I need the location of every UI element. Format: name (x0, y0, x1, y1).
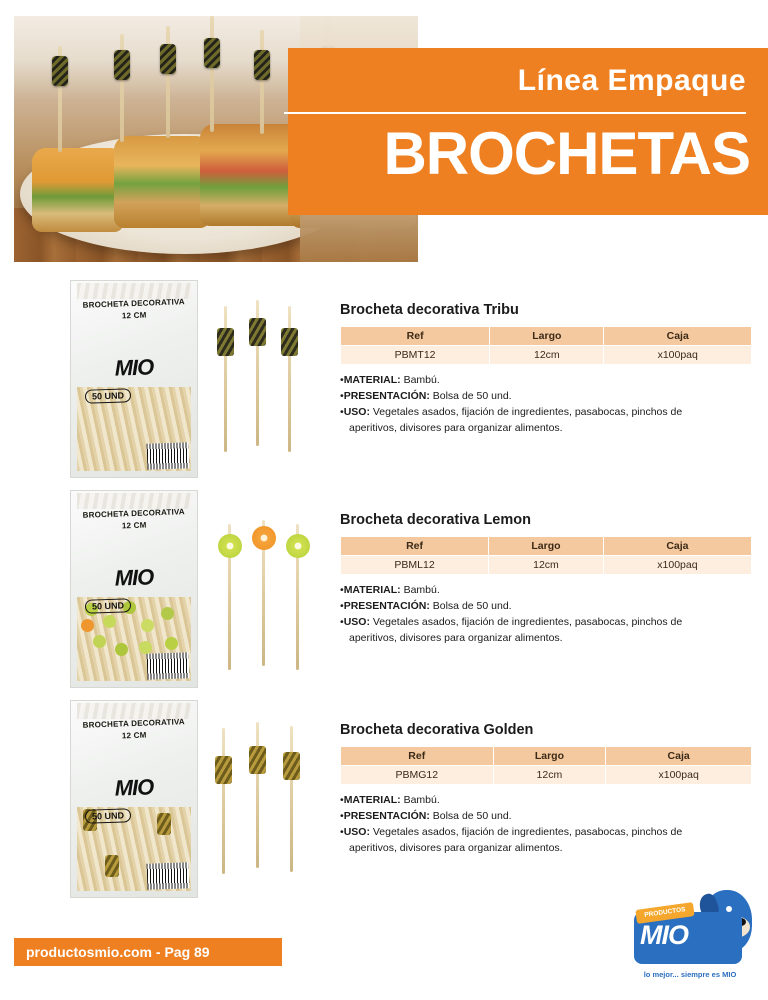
product-bullets (340, 793, 752, 856)
bullet-dot-icon: • (340, 600, 344, 613)
bullet-uso-value: Vegetales asados, fijación de ingredientes, pasabocas, pinchos de (369, 826, 683, 839)
loose-skewer (228, 524, 231, 670)
col-header-largo: Largo (489, 537, 604, 556)
skewer-tip-tribu-icon (217, 328, 234, 356)
bullet-presentacion (340, 599, 752, 614)
product-title: Brocheta decorativa Tribu (340, 302, 519, 318)
bullet-uso-label: USO: (343, 616, 370, 629)
product-info (340, 302, 752, 437)
table-row (341, 346, 752, 365)
bullet-material (340, 793, 752, 808)
product-spec-table (340, 536, 752, 575)
barcode-icon (147, 862, 190, 889)
col-header-ref: Ref (341, 537, 489, 556)
product-package-photo (70, 490, 198, 688)
logo-tagline-3: MIO (722, 970, 737, 979)
lemon-slice-icon (93, 635, 106, 648)
lemon-tip-icon (218, 534, 242, 558)
bullet-presentacion-value: Bolsa de 50 und. (429, 390, 512, 403)
photo-skewer (210, 16, 214, 132)
page-title: BROCHETAS (383, 120, 750, 187)
cell-largo: 12cm (490, 346, 604, 365)
product-bullets (340, 373, 752, 436)
package-label-text (79, 717, 190, 743)
bullet-uso-value-2: aperitivos, divisores para organizar alimentos. (349, 631, 563, 644)
bullet-dot-icon: • (340, 406, 344, 419)
package-label-size: 12 CM (121, 520, 147, 531)
bullet-uso-label: USO: (343, 406, 370, 419)
bullet-material-label: MATERIAL: (343, 584, 401, 596)
col-header-caja: Caja (603, 537, 751, 556)
col-header-ref: Ref (341, 327, 490, 346)
product-spec-table (340, 746, 752, 785)
skewer-tip-tribu-icon (249, 318, 266, 346)
bullet-material (340, 373, 752, 388)
product-package-photo (70, 280, 198, 478)
skewer-knot-icon (254, 50, 270, 80)
lemon-slice-icon (139, 641, 152, 654)
product-title: Brocheta decorativa Lemon (340, 512, 531, 528)
cell-ref: PBMT12 (341, 346, 490, 365)
loose-skewer (288, 306, 291, 452)
orange-tip-icon (252, 526, 276, 550)
photo-skewer (166, 26, 170, 138)
skewer-knot-icon (114, 50, 130, 80)
skewer-tip-golden-icon (157, 813, 171, 835)
skewer-tip-golden-icon (249, 746, 266, 774)
loose-skewer (256, 722, 259, 868)
product-loose-sticks-photo (212, 720, 322, 880)
package-label-name: BROCHETA DECORATIVA (82, 507, 185, 520)
package-brand-logo: MIO (114, 774, 154, 801)
table-header-row (341, 537, 752, 556)
package-label-name: BROCHETA DECORATIVA (82, 297, 185, 310)
lemon-slice-icon (161, 607, 174, 620)
logo-tagline-2: siempre es (680, 970, 721, 979)
bullet-presentacion-label: PRESENTACIÓN: (343, 600, 430, 613)
bullet-dot-icon: • (340, 826, 344, 839)
header-divider (284, 112, 746, 114)
bullet-uso-value-2: aperitivos, divisores para organizar alimentos. (349, 841, 563, 854)
bullet-presentacion-value: Bolsa de 50 und. (429, 600, 512, 613)
cell-caja: x100paq (606, 766, 752, 785)
table-row (341, 556, 752, 575)
bullet-uso-value: Vegetales asados, fijación de ingredientes, pasabocas, pinchos de (369, 616, 683, 629)
loose-skewer (296, 524, 299, 670)
table-header-row (341, 327, 752, 346)
package-label-text (79, 297, 190, 323)
skewer-knot-icon (52, 56, 68, 86)
orange-slice-icon (81, 619, 94, 632)
col-header-caja: Caja (604, 327, 752, 346)
lemon-slice-icon (165, 637, 178, 650)
skewer-knot-icon (160, 44, 176, 74)
package-label-name: BROCHETA DECORATIVA (82, 717, 185, 730)
product-loose-sticks-photo (212, 510, 322, 670)
bullet-uso-value: Vegetales asados, fijación de ingredientes, pasabocas, pinchos de (369, 406, 683, 419)
product-package-photo (70, 700, 198, 898)
product-title: Brocheta decorativa Golden (340, 722, 534, 738)
bullet-material-value: Bambú. (400, 374, 440, 386)
brand-logo (624, 890, 754, 986)
loose-skewer (262, 520, 265, 666)
loose-skewer (256, 300, 259, 446)
cell-ref: PBML12 (341, 556, 489, 575)
loose-skewer (290, 726, 293, 872)
skewer-tip-golden-icon (105, 855, 119, 877)
product-bullets (340, 583, 752, 646)
product-spec-table (340, 326, 752, 365)
package-label-text (79, 507, 190, 533)
bullet-uso (340, 825, 752, 855)
bullet-uso-label: USO: (343, 826, 370, 839)
cell-caja: x100paq (603, 556, 751, 575)
skewer-knot-icon (204, 38, 220, 68)
bullet-presentacion (340, 389, 752, 404)
package-unit-count: 50 UND (85, 598, 131, 614)
bullet-material-value: Bambú. (400, 794, 440, 806)
barcode-icon (147, 652, 190, 679)
cell-largo: 12cm (493, 766, 606, 785)
bullet-presentacion (340, 809, 752, 824)
loose-skewer (224, 306, 227, 452)
bullet-presentacion-label: PRESENTACIÓN: (343, 810, 430, 823)
lemon-tip-icon (286, 534, 310, 558)
package-unit-count: 50 UND (85, 808, 131, 824)
col-header-largo: Largo (493, 747, 606, 766)
col-header-caja: Caja (606, 747, 752, 766)
bullet-dot-icon: • (340, 584, 344, 596)
bullet-presentacion-label: PRESENTACIÓN: (343, 390, 430, 403)
logo-wordmark: MIO (640, 920, 688, 950)
loose-skewer (222, 728, 225, 874)
photo-burger (32, 148, 124, 232)
bullet-uso-value-2: aperitivos, divisores para organizar alimentos. (349, 421, 563, 434)
package-brand-logo: MIO (114, 354, 154, 381)
bullet-dot-icon: • (340, 374, 344, 386)
lemon-slice-icon (103, 615, 116, 628)
col-header-ref: Ref (341, 747, 494, 766)
bullet-dot-icon: • (340, 616, 344, 629)
col-header-largo: Largo (490, 327, 604, 346)
bullet-material-label: MATERIAL: (343, 374, 401, 386)
photo-skewer (120, 34, 124, 142)
skewer-tip-tribu-icon (281, 328, 298, 356)
photo-burger (114, 136, 210, 228)
bullet-uso (340, 615, 752, 645)
bullet-material-label: MATERIAL: (343, 794, 401, 806)
logo-tagline (628, 970, 752, 979)
package-brand-logo: MIO (114, 564, 154, 591)
photo-skewer (260, 30, 264, 134)
bullet-dot-icon: • (340, 810, 344, 823)
cell-caja: x100paq (604, 346, 752, 365)
skewer-tip-golden-icon (283, 752, 300, 780)
header-subtitle: Línea Empaque (517, 64, 746, 97)
bullet-dot-icon: • (340, 794, 344, 806)
footer-website-page: productosmio.com - Pag 89 (26, 944, 210, 960)
bullet-material-value: Bambú. (400, 584, 440, 596)
product-loose-sticks-photo (212, 300, 322, 460)
table-header-row (341, 747, 752, 766)
logo-ribbon: PRODUCTOS (635, 902, 694, 924)
package-label-size: 12 CM (121, 730, 147, 741)
bullet-uso (340, 405, 752, 435)
bullet-material (340, 583, 752, 598)
page-header (0, 0, 768, 262)
cell-largo: 12cm (489, 556, 604, 575)
cell-ref: PBMG12 (341, 766, 494, 785)
lemon-slice-icon (115, 643, 128, 656)
package-label-size: 12 CM (121, 310, 147, 321)
package-unit-count: 50 UND (85, 388, 131, 404)
bullet-dot-icon: • (340, 390, 344, 403)
product-info (340, 512, 752, 647)
lemon-slice-icon (141, 619, 154, 632)
photo-skewer (58, 46, 62, 152)
table-row (341, 766, 752, 785)
barcode-icon (147, 442, 190, 469)
product-info (340, 722, 752, 857)
skewer-tip-golden-icon (215, 756, 232, 784)
logo-tagline-1: lo mejor... (643, 970, 679, 979)
bullet-presentacion-value: Bolsa de 50 und. (429, 810, 512, 823)
